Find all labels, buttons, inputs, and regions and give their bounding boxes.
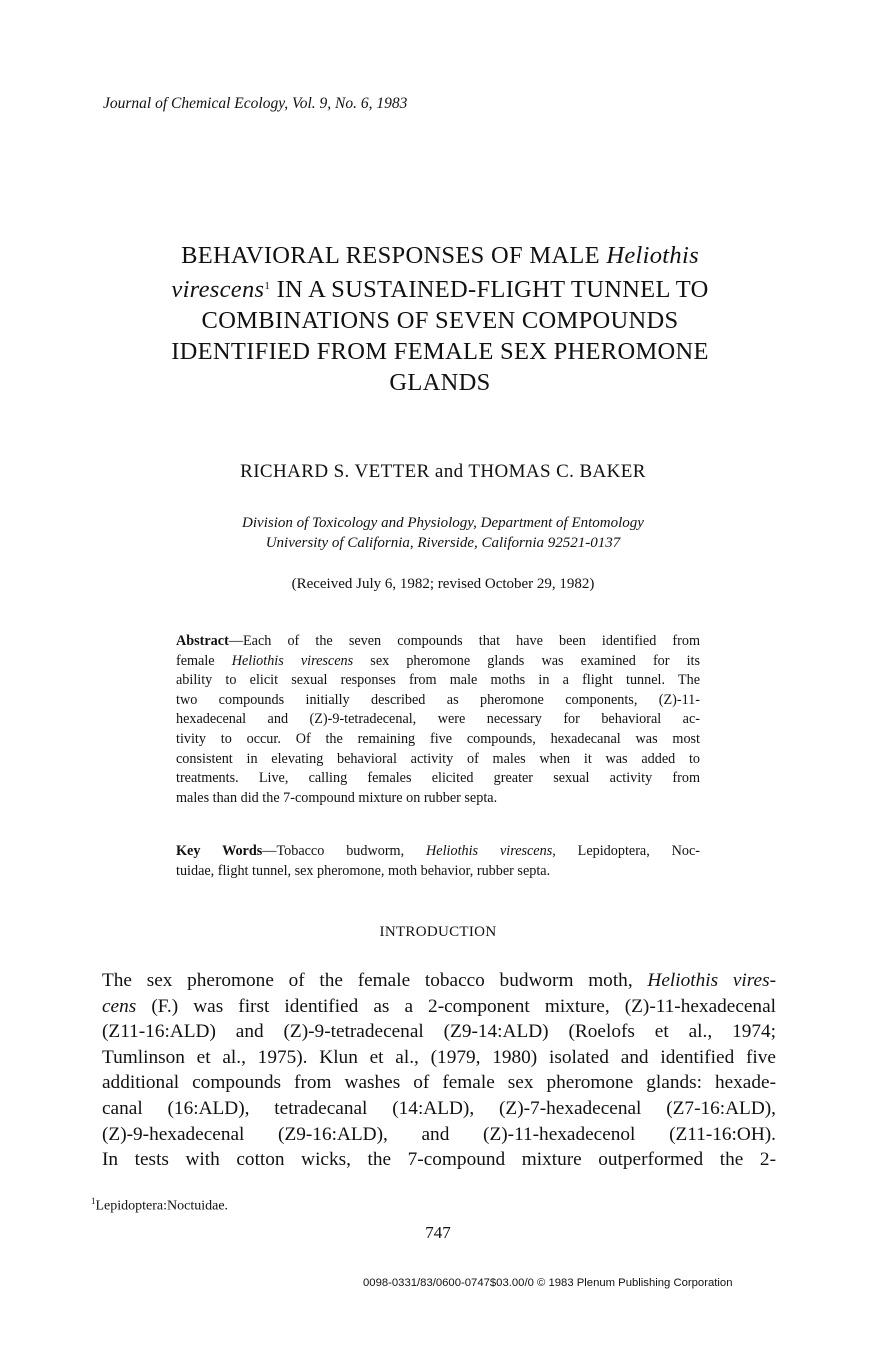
title-line-3: COMBINATIONS OF SEVEN COMPOUNDS bbox=[201, 307, 679, 334]
introduction-body: The sex pheromone of the female tobacco budworm moth, Heliothis vires- cens (F.) was first identified as a 2-component mixture, (Z)-11-hexadecenal (Z11-16:ALD) and (Z)-9-tetradecenal (Z9-14:ALD) (Roelofs et al., 1974; Tumlinson et al., 1975). Klun et al., (1979, 1980) isolated and identified five additional compounds from washes of female sex pheromone glands: hexade- canal (16:ALD), tetradecanal (14:ALD), (Z)-7-hexadecenal (Z7-16:ALD), (Z)-9-hexadecenal (Z9-16:ALD), and (Z)-11-hexadecenol (Z11-16:OH). In tests with cotton wicks, the 7-compound mixture outperformed the 2- bbox=[102, 970, 777, 1171]
section-heading-introduction: INTRODUCTION bbox=[379, 924, 497, 940]
abstract: Abstract—Each of the seven compounds that have been identified from female Heliothis virescens sex pheromone glands was examined for its ability to elicit sexual responses from male moths in a flight tunnel. The two compounds initially described as pheromone components, (Z)-11- hexadecenal and (Z)-9-tetradecenal, were necessary for behavioral ac- tivity to occur. Of the remaining five compounds, hexadecanal was most consistent in elevating behavioral activity of males when it was added to treatments. Live, calling females elicited greater sexual activity from males than did the 7-compound mixture on rubber septa. bbox=[176, 633, 701, 806]
affiliation: Division of Toxicology and Physiology, Department of Entomology University of California, Riverside, California 92521-0137 bbox=[242, 515, 644, 551]
footnote-marker: 1 bbox=[91, 1196, 96, 1206]
article-title bbox=[90, 240, 790, 398]
key-words: Key Words—Tobacco budworm, Heliothis virescens, Lepidoptera, Noc- tuidae, flight tunnel, sex pheromone, moth behavior, rubber septa. bbox=[176, 843, 701, 879]
key-words-label: Key Words bbox=[176, 843, 263, 859]
page-number: 747 bbox=[425, 1223, 451, 1242]
footnote: $^1$Lepidoptera:Noctuidae. bbox=[91, 1196, 229, 1214]
title-line-4: IDENTIFIED FROM FEMALE SEX PHEROMONE bbox=[171, 338, 709, 365]
authors: RICHARD S. VETTER and THOMAS C. BAKER bbox=[240, 461, 646, 482]
received-dates: (Received July 6, 1982; revised October 29, 1982) bbox=[291, 576, 595, 592]
title-line-2: virescens$^1$ IN A SUSTAINED-FLIGHT TUNNEL TO bbox=[171, 276, 709, 303]
copyright-line: 0098-0331/83/0600-0747$03.00/0 © 1983 Plenum Publishing Corporation bbox=[363, 1277, 733, 1289]
abstract-label: Abstract bbox=[176, 633, 229, 649]
journal-header: Journal of Chemical Ecology, Vol. 9, No. 6, 1983 bbox=[103, 95, 408, 112]
title-line-1: BEHAVIORAL RESPONSES OF MALE Heliothis bbox=[181, 242, 699, 269]
title-line-5: GLANDS bbox=[389, 369, 491, 396]
footnote-ref: 1 bbox=[264, 280, 271, 292]
